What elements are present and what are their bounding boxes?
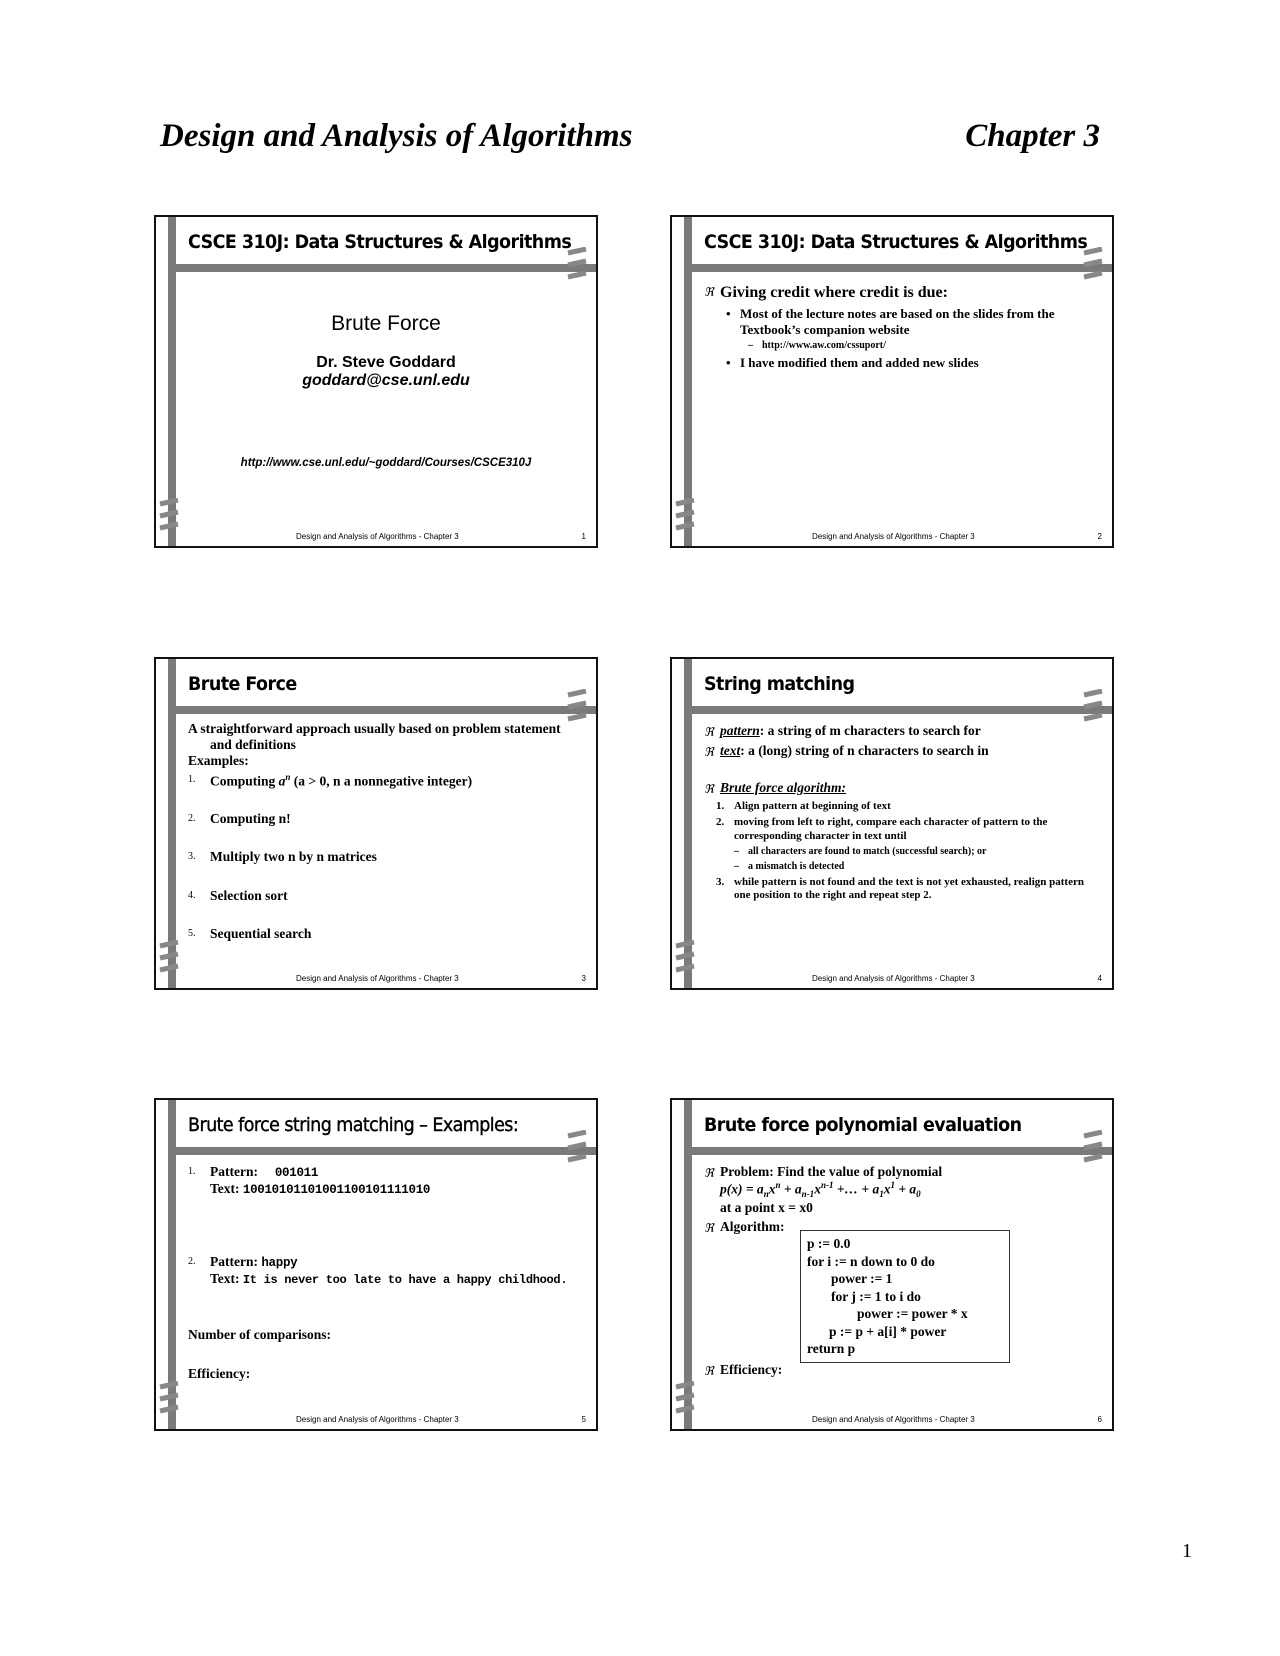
algorithm-label: Algorithm: <box>720 1218 785 1234</box>
slide-title: Brute Force <box>188 673 297 695</box>
sub-item-text: Most of the lecture notes are based on the slides from the Textbook’s companion website <box>740 306 1055 337</box>
slide-2: CSCE 310J: Data Structures & Algorithms ℜ Giving credit where credit is due: • Most of the lecture notes are based on the slides from the Textbook’s companion website – http://www.aw.com/cssuport/ • I have modified them and added new slides Design and Analysis of Algorithms - Chapter 3 2 <box>670 215 1114 548</box>
step-text: moving from left to right, compare each character of pattern to the corresponding character in text until <box>734 816 1048 842</box>
slide-footer-text: Design and Analysis of Algorithms - Chapter 3 <box>296 974 459 983</box>
bullet-icon: ℜ <box>704 781 714 796</box>
slide-title: String matching <box>704 673 855 695</box>
bullet-text: text: a (long) string of n characters to search in <box>720 743 989 759</box>
code-line: p := 0.0 <box>807 1236 851 1251</box>
slide-footer-text: Design and Analysis of Algorithms - Chapter 3 <box>812 974 975 983</box>
slide-title: Brute force polynomial evaluation <box>704 1114 1022 1136</box>
pattern-label: Pattern: <box>210 1164 258 1179</box>
slide-footer-text: Design and Analysis of Algorithms - Chapter 3 <box>812 532 975 541</box>
document-title: Design and Analysis of Algorithms <box>160 118 633 154</box>
slide-title: CSCE 310J: Data Structures & Algorithms <box>704 231 1088 253</box>
algorithm-code-box <box>800 1230 1010 1363</box>
bullet-icon: ℜ <box>704 285 714 299</box>
bullet-icon: ℜ <box>704 745 714 760</box>
code-line: for i := n down to 0 do <box>807 1253 935 1269</box>
code-line: p := p + a[i] * power <box>829 1323 947 1339</box>
code-line: for j := 1 to i do <box>831 1288 921 1304</box>
stitch-decoration-icon <box>674 940 696 976</box>
text-value: It is never too late to have a happy childhood. <box>242 1273 568 1287</box>
stitch-decoration-icon <box>674 1381 696 1417</box>
stitch-decoration-icon <box>158 1381 180 1417</box>
page-number: 1 <box>1182 1540 1192 1562</box>
at-point-text: at a point x = x0 <box>720 1200 813 1216</box>
stitch-decoration-icon <box>566 689 588 725</box>
page-header <box>160 118 1100 168</box>
text-label: Text: <box>210 1271 240 1286</box>
companion-link[interactable]: http://www.aw.com/cssuport/ <box>762 340 886 352</box>
slide-footer-text: Design and Analysis of Algorithms - Chapter 3 <box>812 1415 975 1424</box>
text-label: Text: <box>210 1181 240 1196</box>
slide-number: 2 <box>1097 532 1102 541</box>
polynomial-formula: $p(x) = a_nx^n + a_{n-1}x^{n-1}$ +… + $a_1x^1 + a_0$ <box>720 1180 921 1200</box>
efficiency-label: Efficiency: <box>720 1362 783 1377</box>
slide-footer-text: Design and Analysis of Algorithms - Chapter 3 <box>296 532 459 541</box>
slide-footer-text: Design and Analysis of Algorithms - Chapter 3 <box>296 1415 459 1424</box>
slide-number: 6 <box>1097 1415 1102 1424</box>
dot-icon: • <box>726 306 731 322</box>
examples-label: Examples: <box>188 753 249 769</box>
stitch-decoration-icon <box>674 498 696 534</box>
comparisons-label: Number of comparisons: <box>188 1327 331 1343</box>
example-item: Multiply two n by n matrices <box>210 849 377 865</box>
stitch-decoration-icon <box>158 940 180 976</box>
course-url: http://www.cse.unl.edu/~goddard/Courses/CSCE310J <box>240 457 532 469</box>
intro-text: A straightforward approach usually based on problem statement and definitions <box>188 721 561 753</box>
pattern-value: happy <box>261 1256 298 1270</box>
slide-4: String matching ℜ pattern: a string of m characters to search for ℜ text: a (long) string of n characters to search in ℜ Brute force algorithm: 1. Align pattern at beginning of text 2. moving from left to right, compare each character of pattern to the corresponding character in text until – all characters are found to match (successful search); or – a mismatch is detected 3. while pattern is not found and the text is not yet exhausted, realign pattern one position to the right and repeat step 2. Design and Analysis of Algorithms - Chapter 3 4 <box>670 657 1114 990</box>
dot-icon: • <box>726 355 731 371</box>
stitch-decoration-icon <box>1082 1130 1104 1166</box>
author-email: goddard@cse.unl.edu <box>302 372 470 389</box>
bullet-icon: ℜ <box>704 1166 714 1180</box>
bullet-icon: ℜ <box>704 1220 714 1235</box>
code-line: power := power * x <box>857 1306 968 1321</box>
pattern-value: 001011 <box>274 1166 319 1180</box>
slide-heading: Brute Force <box>331 312 441 335</box>
bullet-text: pattern: a string of m characters to search for <box>720 723 981 738</box>
step-text: while pattern is not found and the text is not yet exhausted, realign pattern one position to the right and repeat step 2. <box>734 875 1084 901</box>
code-line: power := 1 <box>831 1271 893 1286</box>
slide-number: 3 <box>581 974 586 983</box>
chapter-label: Chapter 3 <box>965 118 1100 154</box>
example-item: Selection sort <box>210 887 288 903</box>
stitch-decoration-icon <box>158 498 180 534</box>
text-value: 10010101101001100101111010 <box>242 1183 431 1197</box>
sub-item-text: I have modified them and added new slides <box>740 355 979 371</box>
example-item: Computing n! <box>210 811 291 827</box>
problem-text: Problem: Find the value of polynomial <box>720 1164 943 1179</box>
bullet-text: Giving credit where credit is due: <box>720 284 948 301</box>
example-item: Sequential search <box>210 925 312 941</box>
slide-number: 1 <box>581 532 586 541</box>
bullet-icon: ℜ <box>704 725 714 739</box>
stitch-decoration-icon <box>1082 689 1104 725</box>
example-item: Computing $a^n$ (a > 0, n a nonnegative integer) <box>210 771 473 789</box>
substep-text: a mismatch is detected <box>748 860 845 872</box>
slide-3: Brute Force A straightforward approach usually based on problem statement and definitions Examples: 1. Computing $a^n$ (a > 0, n a nonnegative integer) 2. Computing n! 3. Multiply two n by n matrices 4. Selection sort 5. Sequential search Design and Analysis of Algorithms - Chapter 3 3 <box>154 657 598 990</box>
pattern-label: Pattern: <box>210 1254 258 1269</box>
code-line: return p <box>807 1341 856 1356</box>
step-text: Align pattern at beginning of text <box>734 800 891 813</box>
slide-1 <box>154 215 598 548</box>
slide-6 <box>670 1098 1114 1431</box>
slide-title: Brute force string matching – Examples: <box>188 1114 519 1136</box>
bullet-icon: ℜ <box>704 1364 714 1378</box>
bullet-text: Brute force algorithm: <box>720 779 847 795</box>
slide-number: 5 <box>581 1415 586 1424</box>
substep-text: all characters are found to match (successful search); or <box>748 845 987 857</box>
slide-5: Brute force string matching – Examples: 1. Pattern: 001011 Text: 10010101101001100101111010 2. Pattern: happy Text: It is never too late to have a happy childhood. Number of comparisons: Efficiency: Design and Analysis of Algorithms - Chapter 3 5 <box>154 1098 598 1431</box>
slide-number: 4 <box>1097 974 1102 983</box>
efficiency-label: Efficiency: <box>188 1365 251 1381</box>
stitch-decoration-icon <box>566 1130 588 1166</box>
author-name: Dr. Steve Goddard <box>316 354 456 371</box>
slide-title: CSCE 310J: Data Structures & Algorithms <box>188 231 572 253</box>
